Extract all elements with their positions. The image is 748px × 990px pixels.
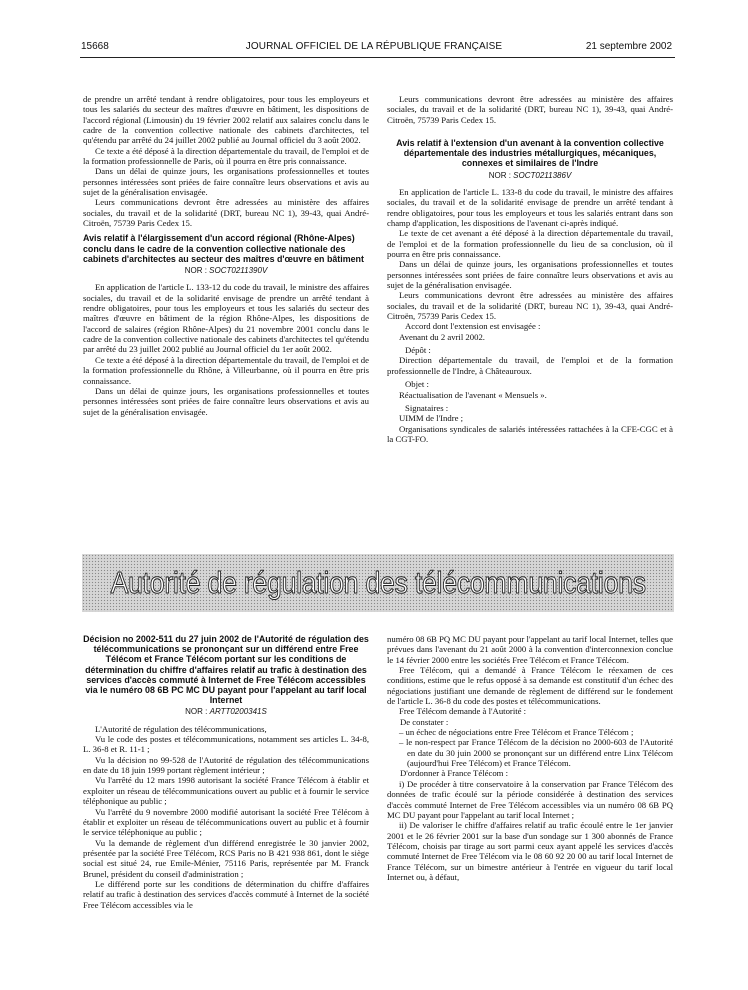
- section-banner: [82, 554, 674, 612]
- paragraph: Le texte de cet avenant a été déposé à la direction départementale du travail, de l'emploi et de la formation professionnelle du lieu de sa conclusion, où il pourra en être pris connaissance.: [387, 228, 673, 260]
- paragraph: numéro 08 6B PQ MC DU payant pour l'appelant au tarif local Internet, telles que prévues dans l'avenant du 21 août 2000 à la convention d'interconnexion conclue le 14 février 2000 entre les sociétés Free Télécom et France Télécom.: [387, 634, 673, 665]
- constater-label: De constater :: [400, 716, 449, 727]
- nor-label: NOR :: [185, 707, 208, 717]
- paragraph: Le différend porte sur les conditions de détermination du chiffre d'affaires relatif au trafic à destination des services d'accès commuté à Internet de la société Free Télécom accessibles via le: [83, 878, 369, 910]
- nor-label: NOR :: [488, 170, 511, 180]
- objet-label: Objet :: [405, 379, 429, 390]
- paragraph: Leurs communications devront être adressées au ministère des affaires sociales, du travail et de la solidarité (DRT, bureau NC 1), 39-43, quai André-Citroën, 75739 Paris Cedex 15.: [387, 290, 673, 322]
- paragraph: Free Télécom demande à l'Autorité :: [399, 706, 527, 717]
- objet-value: Réactualisation de l'avenant « Mensuels ».: [399, 389, 547, 400]
- depot-label: Dépôt :: [405, 345, 431, 356]
- paragraph: Leurs communications devront être adressées au ministère des affaires sociales, du travail et de la solidarité (DRT, bureau NC 1), 39-43, quai André-Citroën, 75739 Paris Cedex 15.: [387, 94, 673, 125]
- signataires-item: Organisations syndicales de salariés intéressées rattachées à la CFE-CGC et à la CGT-FO.: [387, 423, 673, 444]
- paragraph: Vu la demande de règlement d'un différend enregistrée le 30 janvier 2002, présentée par la société Free Télécom, RCS Paris no B 421 938 861, dont le siège social est situé 24, rue Emile-Ménier, 75116 Paris, représentée par M. Franck Brunel, président du conseil d'administration ;: [83, 837, 369, 879]
- paragraph: Vu l'arrêté du 9 novembre 2000 modifié autorisant la société Free Télécom à établir et exploiter un réseau de télécommunications ouvert au public et à fournir le service téléphonique au public ;: [83, 806, 369, 838]
- paragraph: En application de l'article L. 133-8 du code du travail, le ministre des affaires sociales, du travail et de la solidarité envisage de prendre un arrêté tendant à rendre obligatoires, pour tous les employeurs et tous les salariés entrant dans son champ d'application, les dispositions de l'avenant ci-après indiqué.: [387, 186, 673, 229]
- paragraph: Ce texte a été déposé à la direction départementale du travail, de l'emploi et de la formation professionnelle du Rhône, à Villeurbanne, où il pourra en être pris connaissance.: [83, 354, 369, 386]
- banner-title: Autorité de régulation des télécommunications: [110, 565, 646, 600]
- section-title: Avis relatif à l'élargissement d'un accord régional (Rhône-Alpes) conclu dans le cadre de la convention collective nationale des cabinets d'architectes au secteur des maîtres d'œuvre en bâtiment: [83, 233, 364, 264]
- nor-reference: [83, 707, 369, 717]
- paragraph: L'Autorité de régulation des télécommunications,: [95, 723, 267, 734]
- signataires-item: UIMM de l'Indre ;: [399, 413, 464, 424]
- page-header: [0, 41, 748, 55]
- paragraph: En application de l'article L. 133-12 du code du travail, le ministre des affaires sociales, du travail et de la solidarité envisage de prendre un arrêté tendant à rendre obligatoires, pour tous les employeurs et tous les salariés du secteur des maîtres d'œuvre en bâtiment de la région Rhône-Alpes, les dispositions de l'accord de salaires (région Rhône-Alpes) du 21 novembre 2001 conclu dans le cadre de la convention collective nationale des cabinets d'architectes tel qu'étendu par arrêté du 23 juillet 2002 publié au Journal officiel du 1er août 2002.: [83, 282, 369, 355]
- nor-reference: [83, 266, 369, 276]
- page-number: 15668: [81, 41, 109, 52]
- signataires-label: Signataires :: [405, 402, 449, 413]
- ordonner-item: ii) De valoriser le chiffre d'affaires relatif au trafic écoulé entre le 1er janvier 2001 et le 26 février 2001 sur la base d'un sondage sur 1 300 abonnés de France Télécom, choisis par tirage au sort parmi ceux ayant appelé les services d'accès commuté Internet de Free Télécom via le 08 60 92 20 00 au tarif local Internet de France Télécom, sur un bimestre antérieur à l'entrée en vigueur du tarif local Internet ou, à défaut,: [387, 820, 673, 882]
- paragraph: Dans un délai de quinze jours, les organisations professionnelles et toutes personnes intéressées sont priées de faire connaître leurs observations et avis au sujet de la généralisation envisagée.: [83, 166, 369, 198]
- ordonner-label: D'ordonner à France Télécom :: [400, 768, 509, 779]
- nor-code: SOCT0211390V: [209, 266, 268, 276]
- accord-value: Avenant du 2 avril 2002.: [399, 331, 485, 342]
- left-column-bottom: [83, 634, 369, 910]
- header-rule: [80, 57, 675, 58]
- nor-label: NOR :: [184, 266, 207, 276]
- constater-item: – le non-respect par France Télécom de la décision no 2000-603 de l'Autorité en date du 30 juin 2000 se prononçant sur un différend entre Linx Télécom (aujourd'hui Free Télécom) et France Télécom.: [399, 737, 673, 769]
- left-column-top: [83, 94, 369, 417]
- paragraph: Dans un délai de quinze jours, les organisations professionnelles et toutes personnes intéressées sont priées de faire connaître leurs observations et avis au sujet de la généralisation envisagée.: [387, 259, 673, 291]
- paragraph: de prendre un arrêté tendant à rendre obligatoires, pour tous les employeurs et tous les salariés du secteur des maîtres d'œuvre en bâtiment, les dispositions de l'accord régional (Limousin) du 19 février 2002 relatif aux salaires conclu dans le cadre de la convention collective nationale des cabinets d'architectes, tel qu'étendu par arrêté du 24 juillet 2002 publié au Journal officiel du 3 août 2002.: [83, 94, 369, 146]
- nor-reference: [387, 171, 673, 181]
- paragraph: Leurs communications devront être adressées au ministère des affaires sociales, du travail et de la solidarité (DRT, bureau NC 1), 39-43, quai André-Citroën, 75739 Paris Cedex 15.: [83, 197, 369, 229]
- paragraph: Free Télécom, qui a demandé à France Télécom le réexamen de ces conditions, estime que le refus opposé à sa demande est constitutif d'un échec des négociations justifiant une demande de règlement de différend sur le fondement de l'article L. 36-8 du code des postes et télécommunications.: [387, 665, 673, 707]
- depot-value: Direction départementale du travail, de l'emploi et de la formation professionnelle de l'Indre, à Châteauroux.: [387, 355, 673, 376]
- nor-code: ARTT0200341S: [209, 707, 267, 717]
- ordonner-item: i) De procéder à titre conservatoire à la conservation par France Télécom des données de trafic écoulé sur la période considérée à destination des services d'accès commuté Internet de Free Télécom accessibles via un numéro 08 6B PQ MC DU payant pour l'appelant au tarif local Internet ;: [387, 778, 673, 820]
- paragraph: Dans un délai de quinze jours, les organisations professionnelles et toutes personnes intéressées sont priées de faire connaître leurs observations et avis au sujet de la généralisation envisagée.: [83, 385, 369, 417]
- paragraph: Ce texte a été déposé à la direction départementale du travail, de l'emploi et de la formation professionnelle de Paris, où il pourra en être pris connaissance.: [83, 145, 369, 167]
- right-column-top: [387, 94, 673, 444]
- accord-label: Accord dont l'extension est envisagée :: [405, 321, 541, 332]
- constater-item: – un échec de négociations entre Free Télécom et France Télécom ;: [399, 727, 634, 738]
- paragraph: Vu la décision no 99-528 de l'Autorité de régulation des télécommunications en date du 18 juin 1999 portant règlement intérieur ;: [83, 754, 369, 776]
- journal-title: JOURNAL OFFICIEL DE LA RÉPUBLIQUE FRANÇAISE: [245, 41, 503, 52]
- paragraph: Vu le code des postes et télécommunications, notamment ses articles L. 34-8, L. 36-8 et R. 11-1 ;: [83, 734, 369, 755]
- paragraph: Vu l'arrêté du 12 mars 1998 autorisant la société France Télécom à établir et exploiter un réseau de télécommunications ouvert au public et à fournir le service téléphonique au public ;: [83, 775, 369, 807]
- right-column-bottom: [387, 634, 673, 882]
- section-title: Avis relatif à l'extension d'un avenant à la convention collective départementale des industries métallurgiques, mécaniques, connexes et similaires de l'Indre: [396, 138, 664, 169]
- decision-title: Décision no 2002-511 du 27 juin 2002 de l'Autorité de régulation des télécommunications se prononçant sur un différend entre Free Télécom et France Télécom portant sur les conditions de détermination du chiffre d'affaires relatif au trafic à destination des services d'accès commuté à Internet de Free Télécom accessibles via le numéro 08 6B PC MC DU payant pour l'appelant au tarif local Internet: [83, 634, 369, 706]
- publication-date: 21 septembre 2002: [585, 41, 672, 52]
- nor-code: SOCT0211386V: [513, 170, 572, 180]
